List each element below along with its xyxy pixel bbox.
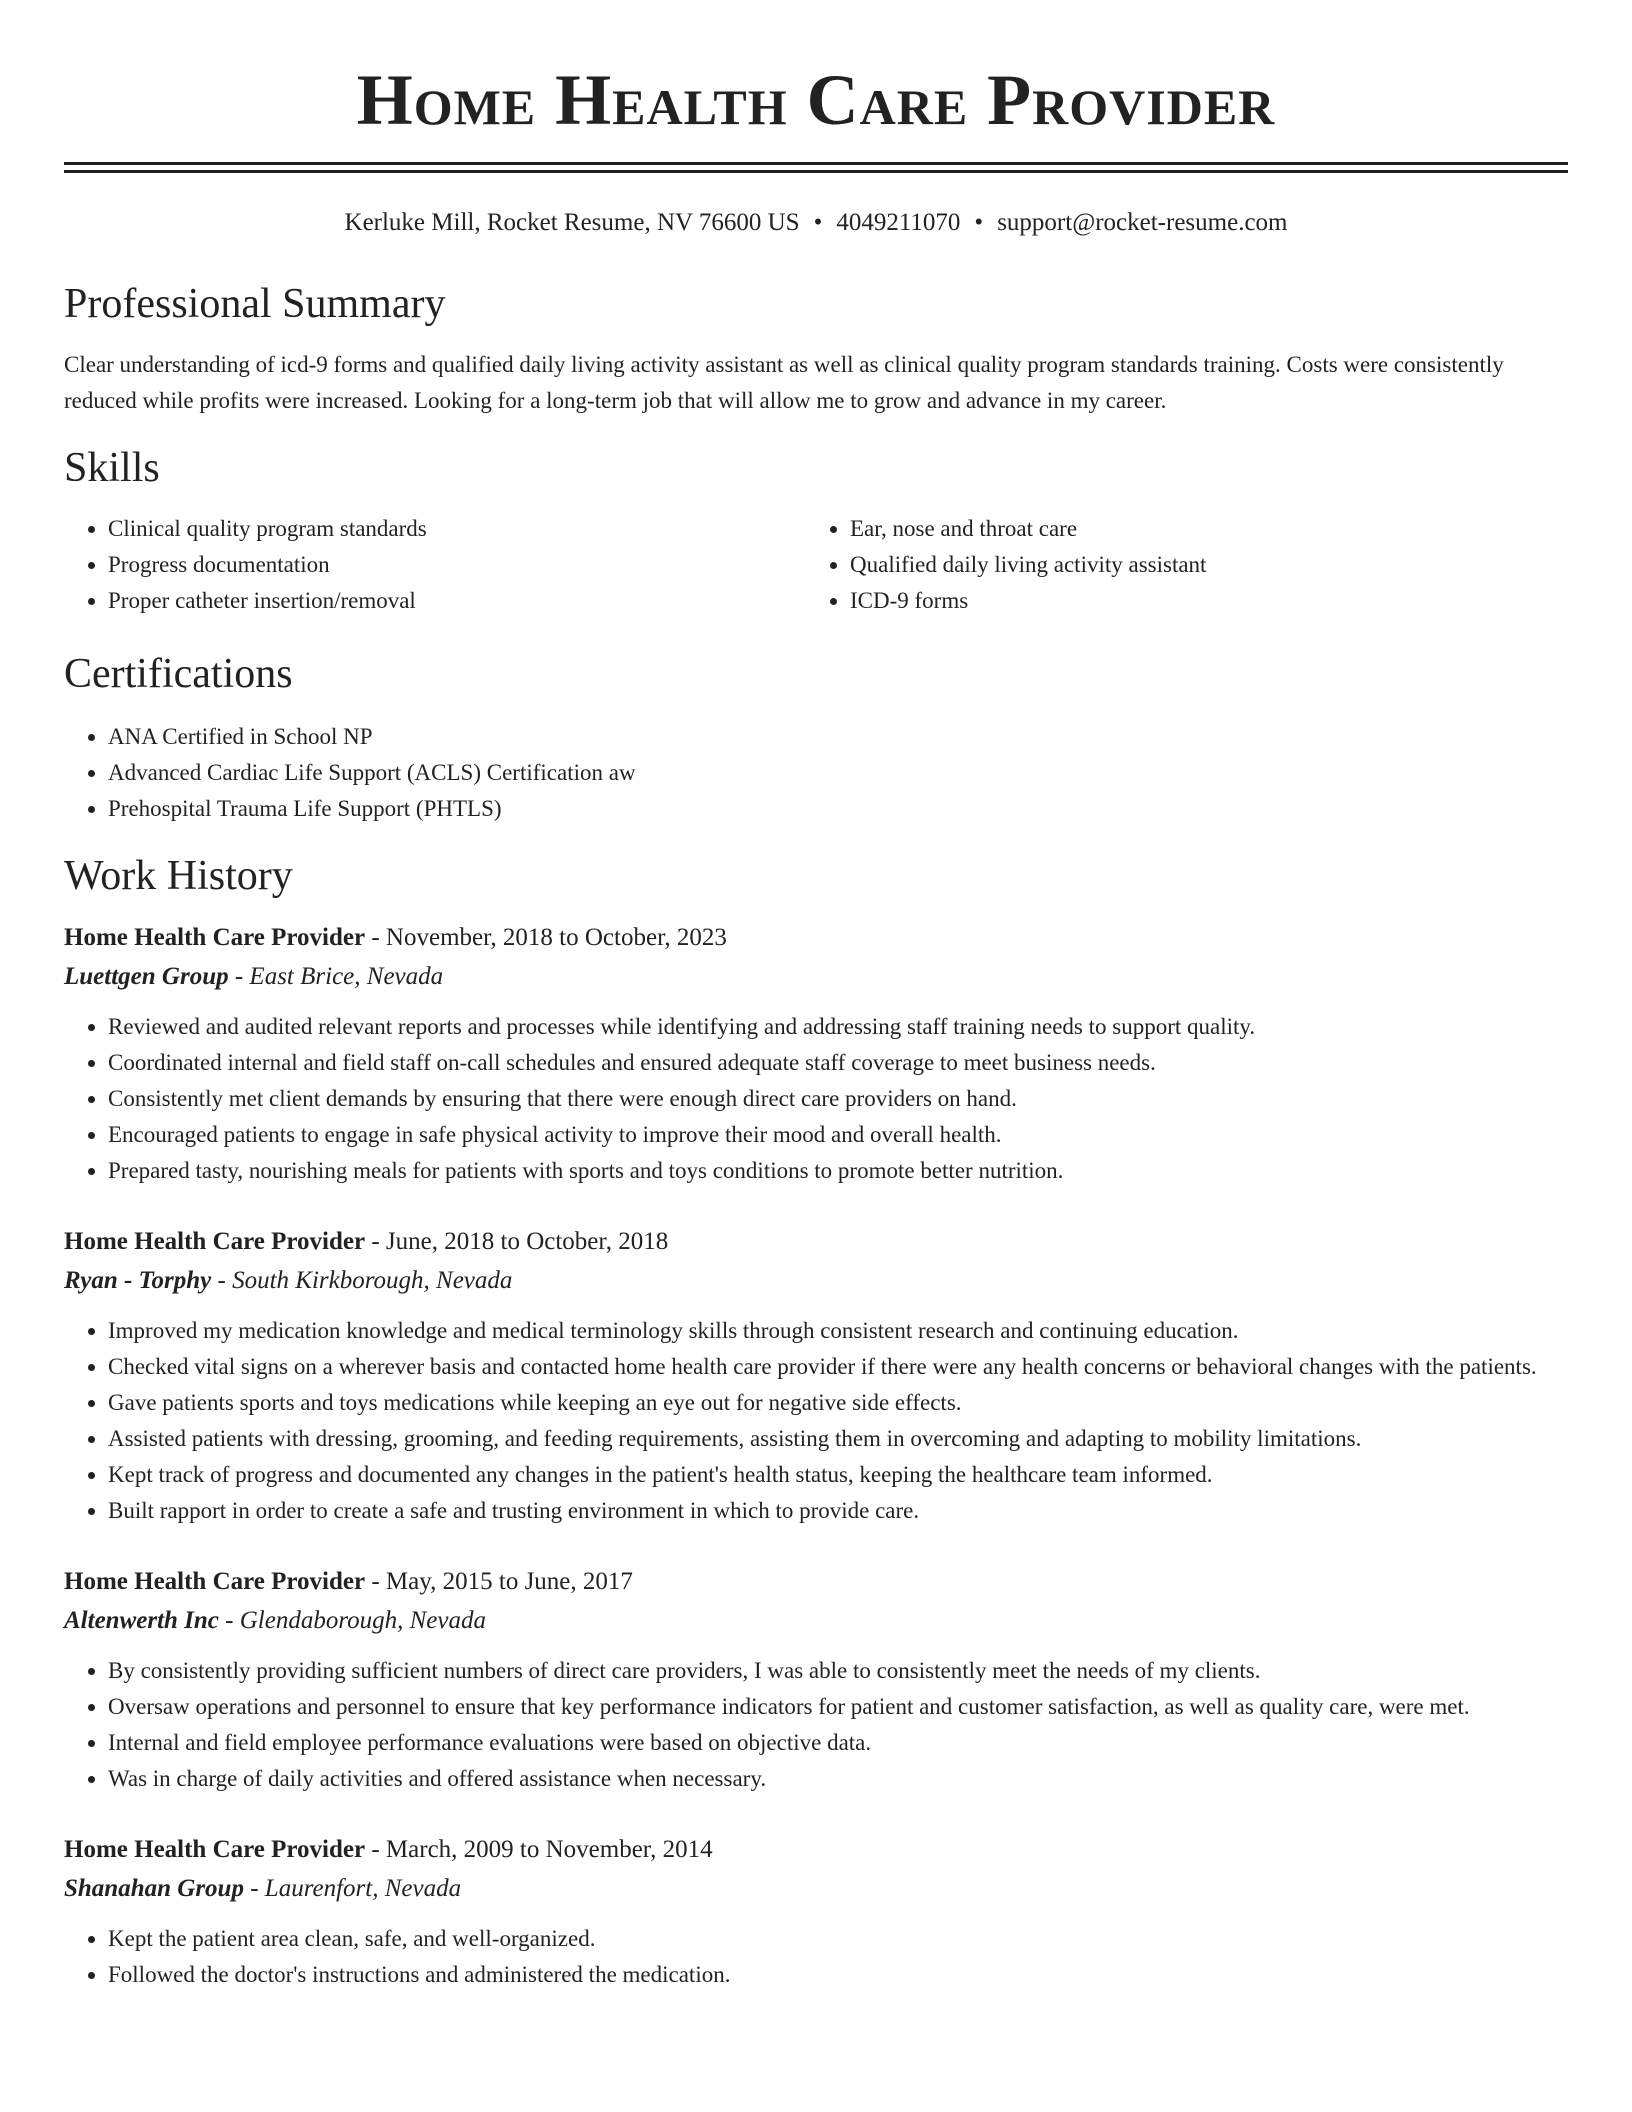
job-bullet: • Was in charge of daily activities and offered assistance when necessary. xyxy=(108,1761,1568,1797)
certifications-list xyxy=(64,719,1568,827)
job-location: - Glendaborough, Nevada xyxy=(225,1607,486,1634)
job-title: Home Health Care Provider xyxy=(64,1228,366,1255)
job-title-line xyxy=(64,1831,1568,1869)
job-bullet: • Built rapport in order to create a safe and trusting environment in which to provide care. xyxy=(108,1493,1568,1529)
job-title: Home Health Care Provider xyxy=(64,1836,366,1863)
job-title-line xyxy=(64,1563,1568,1601)
skill-item: • Clinical quality program standards xyxy=(108,511,806,547)
title-double-rule xyxy=(64,162,1568,173)
resume-title: Home Health Care Provider xyxy=(356,60,1276,140)
job-company: Luettgen Group xyxy=(64,963,229,990)
job-dates: - November, 2018 to October, 2023 xyxy=(371,924,727,951)
job-entry xyxy=(64,1223,1568,1529)
job-dates: - March, 2009 to November, 2014 xyxy=(371,1836,713,1863)
summary-text: Clear understanding of icd-9 forms and qualified daily living activity assistant as well as clinical quality program standards training. Costs were consistently reduced while profits were increased. Looking for a long-term job that will allow me to grow and advance in my career. xyxy=(64,352,1504,413)
certification-item: • ANA Certified in School NP xyxy=(108,719,1568,755)
job-bullet: • Kept track of progress and documented any changes in the patient's health status, keeping the healthcare team informed. xyxy=(108,1457,1568,1493)
job-company: Altenwerth Inc xyxy=(64,1607,219,1634)
job-title: Home Health Care Provider xyxy=(64,1568,366,1595)
job-bullet: • Reviewed and audited relevant reports and processes while identifying and addressing staff training needs to support quality. xyxy=(108,1009,1568,1045)
job-company-line xyxy=(64,1601,1568,1641)
job-bullet: • Consistently met client demands by ensuring that there were enough direct care providers on hand. xyxy=(108,1081,1568,1117)
contact-separator: • xyxy=(813,209,823,236)
section-heading-skills: Skills xyxy=(64,445,160,491)
skill-item: • ICD-9 forms xyxy=(850,583,1548,619)
skills-list-right xyxy=(806,511,1548,619)
job-location: - Laurenfort, Nevada xyxy=(250,1875,462,1902)
skills-columns xyxy=(64,511,1568,619)
section-heading-work-history: Work History xyxy=(64,853,293,899)
contact-address: Kerluke Mill, Rocket Resume, NV 76600 US xyxy=(344,209,800,236)
skill-item: • Progress documentation xyxy=(108,547,806,583)
job-bullet: • Coordinated internal and field staff on-call schedules and ensured adequate staff coverage to meet business needs. xyxy=(108,1045,1568,1081)
job-bullet: • Gave patients sports and toys medications while keeping an eye out for negative side effects. xyxy=(108,1385,1568,1421)
contact-phone: 4049211070 xyxy=(836,209,961,236)
job-bullet: • By consistently providing sufficient numbers of direct care providers, I was able to consistently meet the needs of my clients. xyxy=(108,1653,1568,1689)
job-entry xyxy=(64,1563,1568,1797)
job-entry xyxy=(64,919,1568,1189)
job-company-line xyxy=(64,1261,1568,1301)
job-bullet: • Checked vital signs on a wherever basis and contacted home health care provider if there were any health concerns or behavioral changes with the patients. xyxy=(108,1349,1568,1385)
job-title-line xyxy=(64,1223,1568,1261)
skills-list-left xyxy=(64,511,806,619)
skill-item: • Proper catheter insertion/removal xyxy=(108,583,806,619)
job-company: Ryan - Torphy xyxy=(64,1267,212,1294)
job-bullet: • Followed the doctor's instructions and administered the medication. xyxy=(108,1957,1568,1993)
job-title: Home Health Care Provider xyxy=(64,924,366,951)
job-bullet: • Internal and field employee performance evaluations were based on objective data. xyxy=(108,1725,1568,1761)
job-bullet: • Kept the patient area clean, safe, and well-organized. xyxy=(108,1921,1568,1957)
skills-column-right xyxy=(806,511,1548,619)
job-location: - South Kirkborough, Nevada xyxy=(217,1267,513,1294)
contact-line xyxy=(64,207,1568,239)
contact-email: support@rocket-resume.com xyxy=(997,209,1288,236)
certification-item: • Prehospital Trauma Life Support (PHTLS) xyxy=(108,791,1568,827)
certification-item: • Advanced Cardiac Life Support (ACLS) Certification aw xyxy=(108,755,1568,791)
section-heading-certifications: Certifications xyxy=(64,651,293,697)
skill-item: • Qualified daily living activity assistant xyxy=(850,547,1548,583)
job-bullet: • Assisted patients with dressing, grooming, and feeding requirements, assisting them in overcoming and adapting to mobility limitations. xyxy=(108,1421,1568,1457)
job-entry xyxy=(64,1831,1568,1993)
job-location: - East Brice, Nevada xyxy=(234,963,444,990)
job-bullet: • Prepared tasty, nourishing meals for patients with sports and toys conditions to promote better nutrition. xyxy=(108,1153,1568,1189)
job-bullet: • Improved my medication knowledge and medical terminology skills through consistent research and continuing education. xyxy=(108,1313,1568,1349)
job-company-line xyxy=(64,957,1568,997)
section-heading-summary: Professional Summary xyxy=(64,281,446,327)
job-company: Shanahan Group xyxy=(64,1875,244,1902)
job-bullet: • Oversaw operations and personnel to ensure that key performance indicators for patient and customer satisfaction, as well as quality care, were met. xyxy=(108,1689,1568,1725)
job-dates: - May, 2015 to June, 2017 xyxy=(371,1568,633,1595)
skills-column-left xyxy=(64,511,806,619)
job-bullets xyxy=(64,1653,1568,1797)
job-title-line xyxy=(64,919,1568,957)
job-bullets xyxy=(64,1313,1568,1529)
skill-item: • Ear, nose and throat care xyxy=(850,511,1548,547)
job-company-line xyxy=(64,1869,1568,1909)
contact-separator: • xyxy=(974,209,984,236)
job-bullets xyxy=(64,1009,1568,1189)
job-dates: - June, 2018 to October, 2018 xyxy=(371,1228,669,1255)
job-bullet: • Encouraged patients to engage in safe physical activity to improve their mood and overall health. xyxy=(108,1117,1568,1153)
job-bullets xyxy=(64,1921,1568,1993)
